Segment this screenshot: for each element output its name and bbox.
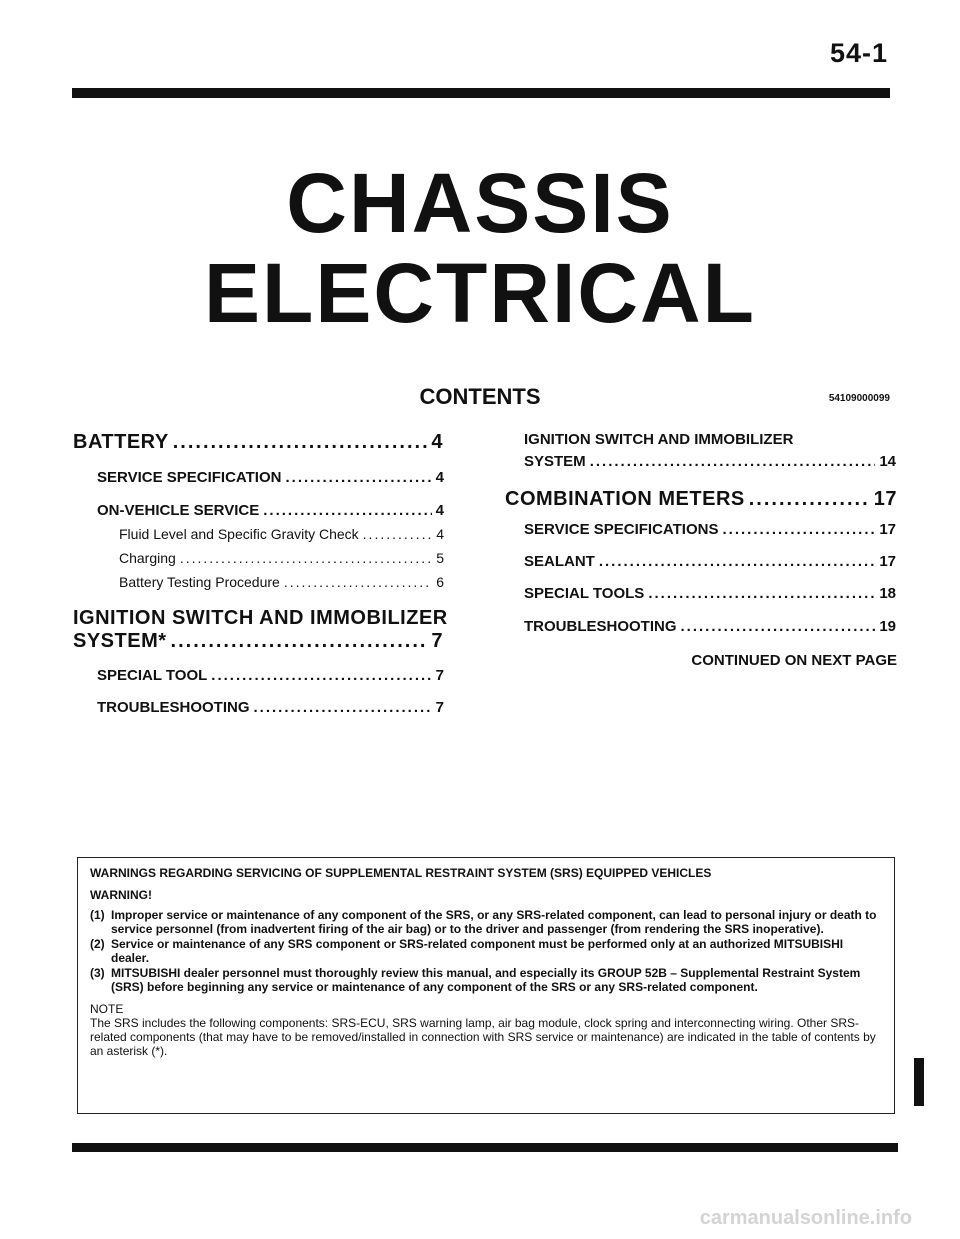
toc-entry-fluid-level[interactable]: [119, 526, 444, 542]
toc-page: 17: [879, 521, 896, 538]
warning-item: [90, 966, 884, 994]
note-text: The SRS includes the following components: SRS-ECU, SRS warning lamp, air bag module, clock spring and interconnecting wiring. Other SRS-related components (that may have to be removed/installed in connection with SRS service or maintenance) are indicated in the table of contents by an asterisk (*).: [90, 1016, 876, 1058]
toc-page: 17: [873, 488, 897, 510]
contents-heading: CONTENTS: [419, 384, 541, 409]
toc-page: 6: [436, 574, 444, 590]
srs-warning-box: [77, 857, 895, 1114]
toc-page: 4: [431, 431, 443, 453]
warning-item-text: Service or maintenance of any SRS component or SRS-related component must be performed only at an authorized MITSUBISHI dealer.: [111, 937, 844, 965]
toc-label: Charging: [119, 550, 176, 566]
toc-entry-special-tool[interactable]: [97, 667, 444, 684]
toc-page: 4: [436, 526, 444, 542]
toc-entry-service-specifications[interactable]: [524, 521, 896, 538]
page-title-line1: CHASSIS: [286, 156, 674, 250]
toc-page: 7: [431, 630, 443, 652]
bottom-rule: [72, 1143, 898, 1152]
toc-label: SEALANT: [524, 553, 595, 570]
toc-entry-sealant[interactable]: [524, 553, 896, 570]
toc-page: 4: [435, 469, 444, 486]
page-number: 54-1: [829, 38, 888, 68]
toc-label-line1[interactable]: IGNITION SWITCH AND IMMOBILIZER: [73, 607, 448, 629]
toc-entry-on-vehicle-service[interactable]: [97, 502, 444, 519]
toc-label: SERVICE SPECIFICATIONS: [524, 521, 719, 538]
toc-label: Battery Testing Procedure: [119, 574, 280, 590]
toc-page: 4: [435, 502, 444, 519]
toc-entry-troubleshooting-right[interactable]: [524, 618, 896, 635]
warning-item-text: MITSUBISHI dealer personnel must thoroughly review this manual, and especially its GROUP 52B – Supplemental Restraint System (SRS) before beginning any service or maintenance of any component of the SRS or any SRS-related component.: [111, 966, 861, 994]
toc-entry-troubleshooting[interactable]: [97, 699, 444, 716]
toc-label: ON-VEHICLE SERVICE: [97, 502, 260, 519]
toc-page: 7: [435, 667, 444, 684]
footer-watermark: carmanualsonline.info: [699, 1207, 912, 1229]
toc-page: 7: [435, 699, 444, 716]
warning-heading: WARNINGS REGARDING SERVICING OF SUPPLEMENTAL RESTRAINT SYSTEM (SRS) EQUIPPED VEHICLES: [90, 866, 712, 880]
toc-page: 17: [879, 553, 896, 570]
continued-note: CONTINUED ON NEXT PAGE: [691, 652, 897, 669]
warning-item: [90, 937, 884, 965]
toc-entry-ignition-switch[interactable]: [73, 630, 443, 653]
note-label: NOTE: [90, 1002, 124, 1016]
toc-label: SYSTEM: [524, 453, 586, 470]
top-rule: [72, 88, 890, 98]
toc-page: 5: [436, 550, 444, 566]
toc-entry-special-tools[interactable]: [524, 585, 896, 602]
warning-item-text: Improper service or maintenance of any component of the SRS, or any SRS-related component, can lead to personal injury or death to service personnel (from inadvertent firing of the air bag) or to the driver and passenger (from rendering the SRS inoperative).: [111, 908, 877, 936]
warning-item-number: (1): [90, 908, 105, 922]
toc-page: 14: [879, 453, 896, 470]
toc-label: TROUBLESHOOTING: [524, 618, 677, 635]
toc-entry-battery-testing[interactable]: [119, 574, 444, 590]
toc-entry-service-specification[interactable]: [97, 469, 444, 486]
toc-entry-combination-meters[interactable]: [505, 488, 897, 511]
toc-entry-ignition-switch-system[interactable]: [524, 453, 896, 470]
warning-item-number: (2): [90, 937, 105, 951]
page-title-line2: ELECTRICAL: [204, 246, 756, 340]
toc-label: SPECIAL TOOL: [97, 667, 208, 684]
toc-page: 18: [879, 585, 896, 602]
warning-item: [90, 908, 884, 936]
section-index-tab: [914, 1058, 924, 1106]
toc-label: SERVICE SPECIFICATION: [97, 469, 282, 486]
toc-label-line1[interactable]: IGNITION SWITCH AND IMMOBILIZER: [524, 431, 794, 448]
toc-page: 19: [879, 618, 896, 635]
toc-label: SYSTEM*: [73, 630, 167, 652]
toc-label: SPECIAL TOOLS: [524, 585, 645, 602]
toc-entry-battery[interactable]: [73, 431, 443, 454]
toc-entry-charging[interactable]: [119, 550, 444, 566]
toc-label: COMBINATION METERS: [505, 488, 745, 510]
document-code: 54109000099: [828, 393, 890, 404]
toc-label: Fluid Level and Specific Gravity Check: [119, 526, 359, 542]
toc-label: BATTERY: [73, 431, 169, 453]
toc-label: TROUBLESHOOTING: [97, 699, 250, 716]
warning-item-number: (3): [90, 966, 105, 980]
warning-label: WARNING!: [90, 888, 152, 902]
